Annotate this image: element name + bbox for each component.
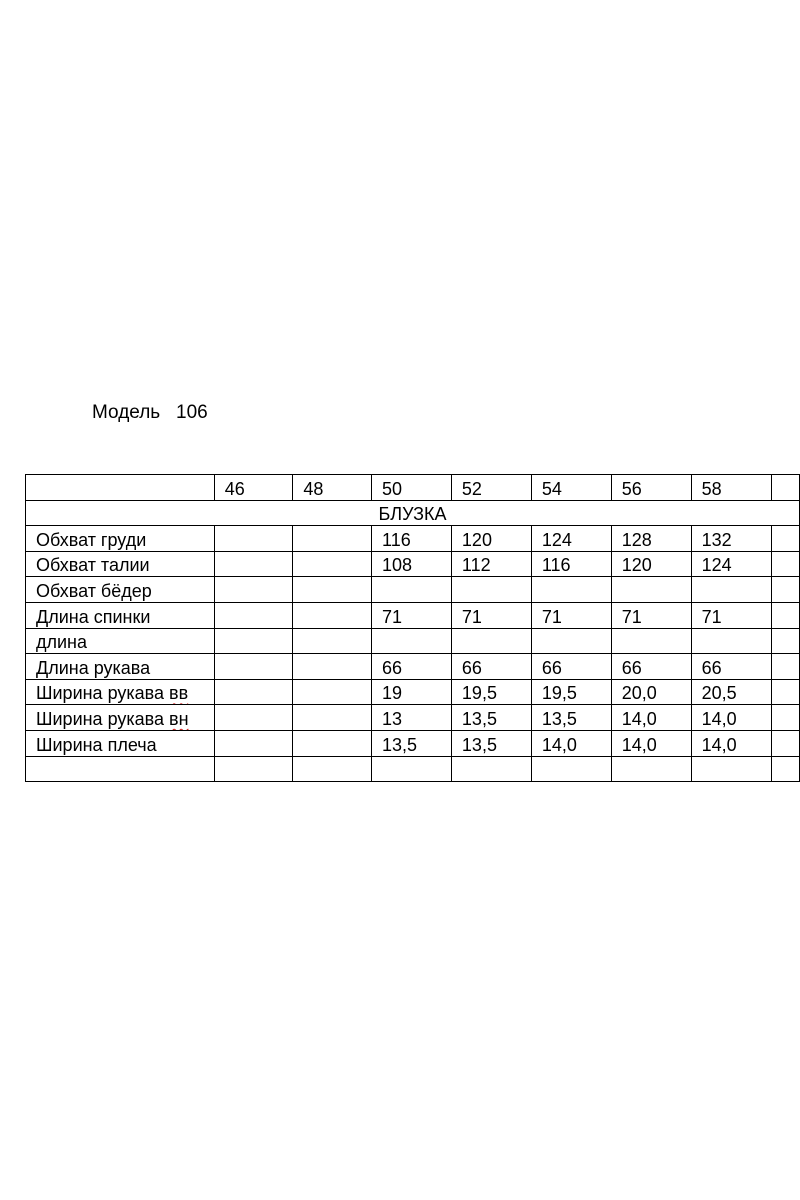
measurement-value: 20,0 [611, 679, 691, 705]
measurement-row [26, 756, 800, 782]
measurement-label: Обхват груди [26, 526, 215, 552]
measurement-row [26, 679, 800, 705]
measurement-value [214, 654, 293, 680]
measurement-row [26, 551, 800, 577]
measurement-value [293, 705, 372, 731]
measurement-value: 14,0 [691, 730, 771, 756]
measurement-value [214, 577, 293, 603]
measurement-value: 13,5 [451, 730, 531, 756]
measurement-value: 14,0 [691, 705, 771, 731]
measurement-value: 71 [451, 602, 531, 628]
measurement-value [531, 628, 611, 654]
measurement-value: 112 [451, 551, 531, 577]
size-header-cell: 46 [214, 475, 293, 501]
measurement-value: 120 [611, 551, 691, 577]
header-empty-cell [26, 475, 215, 501]
measurement-value: 20,5 [691, 679, 771, 705]
size-header-cell: 56 [611, 475, 691, 501]
model-title-label: Модель [92, 402, 161, 423]
size-header-cell: 54 [531, 475, 611, 501]
measurement-value: 19 [372, 679, 452, 705]
measurement-value [691, 628, 771, 654]
measurement-label: Обхват талии [26, 551, 215, 577]
measurement-value: 13,5 [372, 730, 452, 756]
measurement-value [214, 526, 293, 552]
measurement-value: 66 [691, 654, 771, 680]
size-header-cell: 50 [372, 475, 452, 501]
measurement-value [293, 679, 372, 705]
measurement-value [214, 551, 293, 577]
extra-cell [771, 602, 799, 628]
extra-cell [771, 475, 799, 501]
measurement-row [26, 705, 800, 731]
measurement-value [372, 628, 452, 654]
measurement-value [451, 577, 531, 603]
measurement-value [611, 756, 691, 782]
measurement-label: длина [26, 628, 215, 654]
measurement-value: 13,5 [451, 705, 531, 731]
measurement-value [293, 551, 372, 577]
measurement-row [26, 577, 800, 603]
extra-cell [771, 756, 799, 782]
measurement-value: 120 [451, 526, 531, 552]
measurement-value: 71 [691, 602, 771, 628]
measurement-value: 132 [691, 526, 771, 552]
measurement-value [293, 730, 372, 756]
measurement-value: 14,0 [611, 730, 691, 756]
measurement-label [26, 756, 215, 782]
measurement-label: Обхват бёдер [26, 577, 215, 603]
measurement-value [691, 756, 771, 782]
measurement-value [293, 654, 372, 680]
measurement-value: 19,5 [531, 679, 611, 705]
measurement-value [293, 526, 372, 552]
measurement-value: 19,5 [451, 679, 531, 705]
measurement-value [611, 628, 691, 654]
measurement-label: Длина спинки [26, 602, 215, 628]
extra-cell [771, 577, 799, 603]
measurement-value [214, 756, 293, 782]
measurement-value: 71 [611, 602, 691, 628]
measurement-value [372, 756, 452, 782]
measurement-value [293, 602, 372, 628]
spellcheck-underlined-text: вн [169, 708, 189, 729]
measurement-value: 116 [531, 551, 611, 577]
spellcheck-underlined-text: вв [169, 683, 189, 704]
measurement-value [214, 628, 293, 654]
measurement-value: 66 [451, 654, 531, 680]
extra-cell [771, 705, 799, 731]
measurement-value [691, 577, 771, 603]
measurement-value [531, 756, 611, 782]
measurement-value [214, 730, 293, 756]
model-number: 106 [176, 402, 208, 423]
extra-cell [771, 526, 799, 552]
measurement-value [214, 602, 293, 628]
measurement-value: 66 [372, 654, 452, 680]
measurement-value [214, 705, 293, 731]
section-row [26, 500, 800, 526]
measurement-value [531, 577, 611, 603]
measurement-value: 13 [372, 705, 452, 731]
measurement-value [214, 679, 293, 705]
measurement-label [26, 679, 215, 705]
measurement-value [372, 577, 452, 603]
model-title [92, 401, 208, 425]
measurement-row [26, 628, 800, 654]
measurement-label: Длина рукава [26, 654, 215, 680]
measurement-value: 116 [372, 526, 452, 552]
measurement-value: 124 [691, 551, 771, 577]
measurement-row [26, 730, 800, 756]
measurement-value: 66 [611, 654, 691, 680]
size-header-cell: 52 [451, 475, 531, 501]
measurement-value [611, 577, 691, 603]
measurement-value: 108 [372, 551, 452, 577]
measurement-label-text: Ширина рукава [36, 708, 170, 729]
measurement-value [293, 628, 372, 654]
measurement-value: 13,5 [531, 705, 611, 731]
size-header-cell: 48 [293, 475, 372, 501]
measurement-value: 71 [531, 602, 611, 628]
measurement-value: 71 [372, 602, 452, 628]
measurement-row [26, 526, 800, 552]
extra-cell [771, 551, 799, 577]
measurement-value [451, 628, 531, 654]
size-header-row [26, 475, 800, 501]
size-table [25, 474, 800, 782]
measurement-label-text: Ширина рукава [36, 683, 170, 704]
measurement-label [26, 705, 215, 731]
measurement-label: Ширина плеча [26, 730, 215, 756]
measurement-value: 14,0 [611, 705, 691, 731]
size-header-cell: 58 [691, 475, 771, 501]
section-title: БЛУЗКА [26, 500, 800, 526]
measurement-row [26, 602, 800, 628]
measurement-value [293, 577, 372, 603]
measurement-row [26, 654, 800, 680]
extra-cell [771, 730, 799, 756]
measurement-value [451, 756, 531, 782]
extra-cell [771, 679, 799, 705]
measurement-value: 66 [531, 654, 611, 680]
measurement-value: 124 [531, 526, 611, 552]
measurement-value: 128 [611, 526, 691, 552]
extra-cell [771, 628, 799, 654]
measurement-value [293, 756, 372, 782]
extra-cell [771, 654, 799, 680]
measurement-value: 14,0 [531, 730, 611, 756]
